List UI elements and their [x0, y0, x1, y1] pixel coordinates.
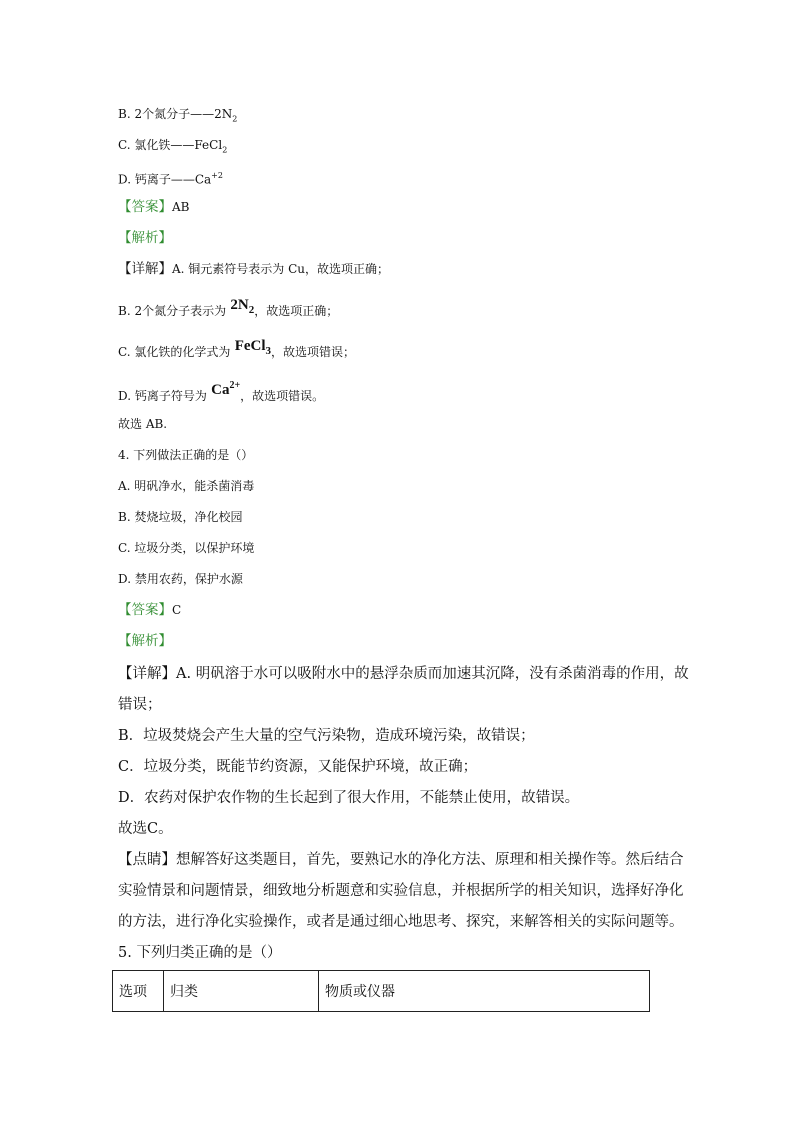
q4-stem: 4. 下列做法正确的是（）: [118, 448, 254, 462]
formula-2n2: $2N_2$: [230, 297, 255, 316]
option-b: B. 2个氮分子$——2N_2$: [118, 107, 238, 124]
detail-tag: 【详解】: [118, 666, 176, 682]
q4-detail-d: D．农药对保护农作物的生长起到了很大作用，不能禁止使用，故错误。: [118, 790, 580, 806]
q5-stem: 5. 下列归类正确的是（）: [118, 945, 282, 961]
analysis-tag: 【解析】: [118, 230, 172, 246]
q4-conclusion: 故选C。: [118, 821, 173, 837]
q4-option-c: C. 垃圾分类，以保护环境: [118, 541, 255, 555]
q4-option-d: D. 禁用农药，保护水源: [118, 572, 243, 586]
option-c: C. 氯化铁——FeCl$_2$: [118, 138, 228, 155]
q4-analysis-tag-line: [118, 631, 172, 651]
q4-detail-a1: 【详解】A. 明矾溶于水可以吸附水中的悬浮杂质而加速其沉降，没有杀菌消毒的作用，故: [118, 666, 689, 682]
formula-ca2plus: $Ca^{2+}$: [211, 380, 241, 398]
detail-a-line: 【详解】A. 铜元素符号表示为 Cu，故选项正确；: [118, 261, 390, 277]
conclusion: 故选 AB.: [118, 417, 168, 431]
answer-tag: 【答案】: [118, 602, 172, 618]
table-header-cell: 选项: [113, 971, 164, 1012]
q4-comment-1: 【点睛】想解答好这类题目，首先，要熟记水的净化方法、原理和相关操作等。然后结合: [118, 852, 684, 868]
analysis-tag: 【解析】: [118, 633, 172, 649]
q4-comment-3: 的方法，进行净化实验操作，或者是通过细心地思考、探究，来解答相关的实际问题等。: [118, 914, 684, 930]
q4-detail-c: C．垃圾分类，既能节约资源，又能保护环境，故正确；: [118, 759, 478, 775]
q4-answer-line: 【答案】C: [118, 602, 182, 618]
q4-option-a: A. 明矾净水，能杀菌消毒: [118, 479, 255, 493]
q5-table: [112, 970, 650, 1012]
table-header-cell: 归类: [164, 971, 319, 1012]
q4-detail-b: B．垃圾焚烧会产生大量的空气污染物，造成环境污染，故错误；: [118, 728, 535, 744]
q4-comment-2: 实验情景和问题情景，细致地分析题意和实验信息，并根据所学的相关知识，选择好净化: [118, 883, 684, 899]
detail-b-line: B. 2个氮分子表示为 $2N_2$，故选项正确；: [118, 297, 339, 318]
answer-line: 【答案】AB: [118, 199, 190, 215]
answer-tag: 【答案】: [118, 199, 172, 215]
detail-c-line: C. 氯化铁的化学式为 FeCl$_3$，故选项错误；: [118, 338, 356, 359]
formula-fecl3: FeCl$_3$: [234, 338, 272, 357]
q4-detail-a2: 错误；: [118, 697, 162, 713]
option-d: D. 钙离子$——Ca^{+2}$: [118, 171, 223, 187]
detail-tag: 【详解】: [118, 261, 172, 277]
q4-option-b: B. 焚烧垃圾，净化校园: [118, 510, 243, 524]
analysis-tag-line: [118, 228, 172, 248]
detail-d-line: D. 钙离子符号为 $Ca^{2+}$，故选项错误。: [118, 380, 325, 403]
table-row: [113, 971, 650, 1012]
comment-tag: 【点睛】: [118, 852, 176, 868]
table-header-cell: 物质或仪器: [319, 971, 650, 1012]
